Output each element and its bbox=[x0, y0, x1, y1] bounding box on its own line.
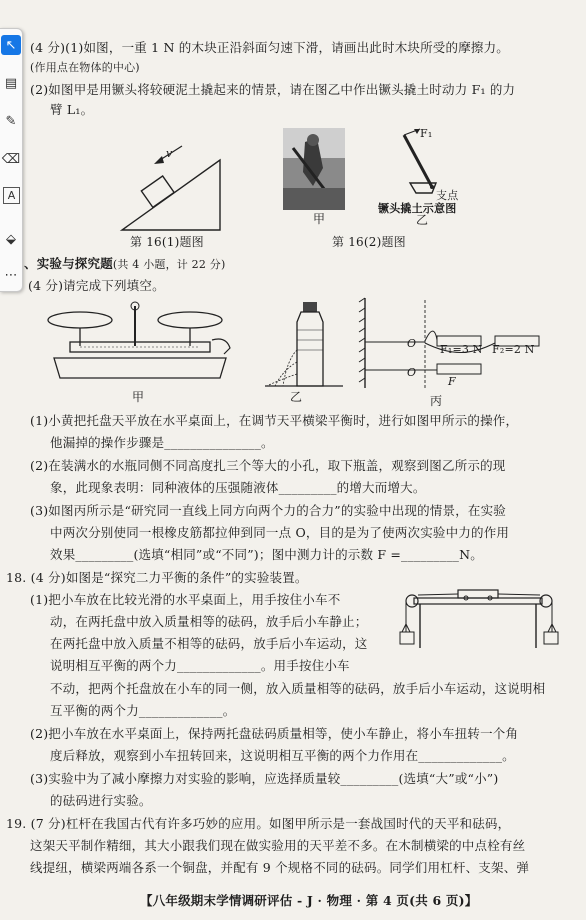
hoe-photo bbox=[283, 128, 345, 210]
force-f1-label: F₁=3 N bbox=[440, 343, 483, 356]
q18-line10: (3)实验中为了减小摩擦力对实验的影响，应选择质量较_________(选填“大”或“小”) bbox=[30, 771, 499, 786]
fig16-2-caption: 第 16(2)题图 bbox=[332, 235, 406, 249]
section-heading bbox=[24, 256, 225, 272]
fig16-1-caption: 第 16(1)题图 bbox=[130, 235, 204, 249]
page-footer: 【八年级期末学情调研评估 - J · 物理 · 第 4 页(共 6 页)】 bbox=[140, 893, 478, 908]
point-o-upper: O bbox=[407, 337, 417, 350]
fig17-jia-label: 甲 bbox=[132, 390, 145, 404]
note-tool-icon[interactable]: ▤ bbox=[4, 75, 18, 91]
q16-line1: (4 分)(1)如图，一重 1 N 的木块正沿斜面匀速下滑，请画出此时木块所受的摩擦力。 bbox=[30, 40, 509, 55]
q17-intro: (4 分)请完成下列填空。 bbox=[28, 278, 165, 293]
q17-p2-b: 象，此现象表明：同种液体的压强随液体_________的增大而增大。 bbox=[50, 480, 426, 495]
pivot-label: 支点 bbox=[436, 189, 459, 202]
q17-p3-c: 效果_________(选填“相同”或“不同”)；图中测力计的示数 F =_________N。 bbox=[50, 547, 483, 562]
q16-line2: (作用点在物体的中心) bbox=[30, 61, 140, 74]
bottle-figure bbox=[265, 300, 345, 390]
balance-figure bbox=[40, 298, 240, 388]
eraser-tool-icon[interactable]: ⌫ bbox=[1, 151, 21, 167]
q19-line3: 线提纽，横梁两端各系一个铜盘，并配有 9 个规格不同的砝码。同学们用杠杆、支架、弹 bbox=[30, 860, 530, 875]
q18-line3: 动，在两托盘中放入质量相等的砝码，放手后小车静止； bbox=[50, 614, 368, 629]
q18-line8: (2)把小车放在水平桌面上，保持两托盘砝码质量相等，使小车静止，将小车扭转一个角 bbox=[30, 726, 519, 741]
section-note: (共 4 小题，计 22 分) bbox=[112, 258, 226, 271]
fig16-jia-label: 甲 bbox=[313, 212, 326, 226]
pen-tool-icon[interactable]: ✎ bbox=[5, 113, 17, 129]
f1-label: F₁ bbox=[420, 127, 433, 140]
q17-p1-b: 他漏掉的操作步骤是_______________。 bbox=[50, 435, 274, 450]
incline-block-figure bbox=[120, 140, 240, 235]
force-f-label: F bbox=[448, 375, 456, 388]
annotation-toolbar bbox=[0, 28, 23, 292]
q19-line1: 19. (7 分)杠杆在我国古代有许多巧妙的应用。如图甲所示是一套战国时代的天平和砝码， bbox=[6, 816, 511, 831]
hoe-diagram-caption: 镢头撬土示意图 bbox=[378, 202, 457, 215]
q16-line3: (2)如图甲是用镢头将较硬泥土撬起来的情景，请在图乙中作出镢头撬土时动力 F₁ 的力 bbox=[30, 82, 516, 97]
q18-line1: 18. (4 分)如图是“探究二力平衡的条件”的实验装置。 bbox=[6, 570, 308, 585]
q18-line7: 互平衡的两个力_____________。 bbox=[50, 703, 236, 718]
q18-line9: 度后释放，观察到小车扭转回来，这说明相互平衡的两个力作用在_____________。 bbox=[50, 748, 515, 763]
text-tool-icon[interactable]: A bbox=[3, 187, 20, 204]
q18-line5: 说明相互平衡的两个力_____________。用手按住小车 bbox=[50, 658, 350, 673]
q18-line2: (1)把小车放在比较光滑的水平桌面上，用手按住小车不 bbox=[30, 592, 341, 607]
q17-p1-a: (1)小黄把托盘天平放在水平桌面上，在调节天平横梁平衡时，进行如图甲所示的操作， bbox=[30, 413, 519, 428]
more-tool-icon[interactable]: ⋯ bbox=[4, 267, 18, 283]
q18-line6: 不动，把两个托盘放在小车的同一侧，放入质量相等的砝码，放手后小车运动，这说明相 bbox=[50, 681, 546, 696]
q18-line4: 在两托盘中放入质量不相等的砝码，放手后小车运动，这 bbox=[50, 636, 368, 651]
force-f2-label: F₂=2 N bbox=[492, 343, 535, 356]
q17-p2-a: (2)在装满水的水瓶同侧不同高度扎三个等大的小孔，取下瓶盖，观察到图乙所示的现 bbox=[30, 458, 506, 473]
q17-p3-b: 中两次分别使同一根橡皮筋都拉伸到同一点 O，目的是为了使两次实验中力的作用 bbox=[50, 525, 510, 540]
q16-line4: 臂 L₁。 bbox=[50, 102, 94, 117]
section-title: 、实验与探究题 bbox=[24, 256, 113, 271]
point-o-lower: O bbox=[407, 366, 417, 379]
cart-pulley-figure bbox=[400, 588, 558, 650]
fill-tool-icon[interactable]: ⬙ bbox=[6, 231, 16, 247]
fig16-yi-label: 乙 bbox=[416, 213, 429, 227]
pointer-tool-icon[interactable]: ↖ bbox=[1, 35, 21, 55]
velocity-label: v bbox=[166, 147, 173, 160]
q18-line11: 的砝码进行实验。 bbox=[50, 793, 152, 808]
q17-p3-a: (3)如图丙所示是“研究同一直线上同方向两个力的合力”的实验中出现的情景，在实验 bbox=[30, 503, 506, 518]
q19-line2: 这架天平制作精细，其大小跟我们现在做实验用的天平差不多。在木制横梁的中点栓有丝 bbox=[30, 838, 526, 853]
fig17-yi-label: 乙 bbox=[290, 390, 303, 404]
fig17-bing-label: 丙 bbox=[430, 394, 443, 408]
